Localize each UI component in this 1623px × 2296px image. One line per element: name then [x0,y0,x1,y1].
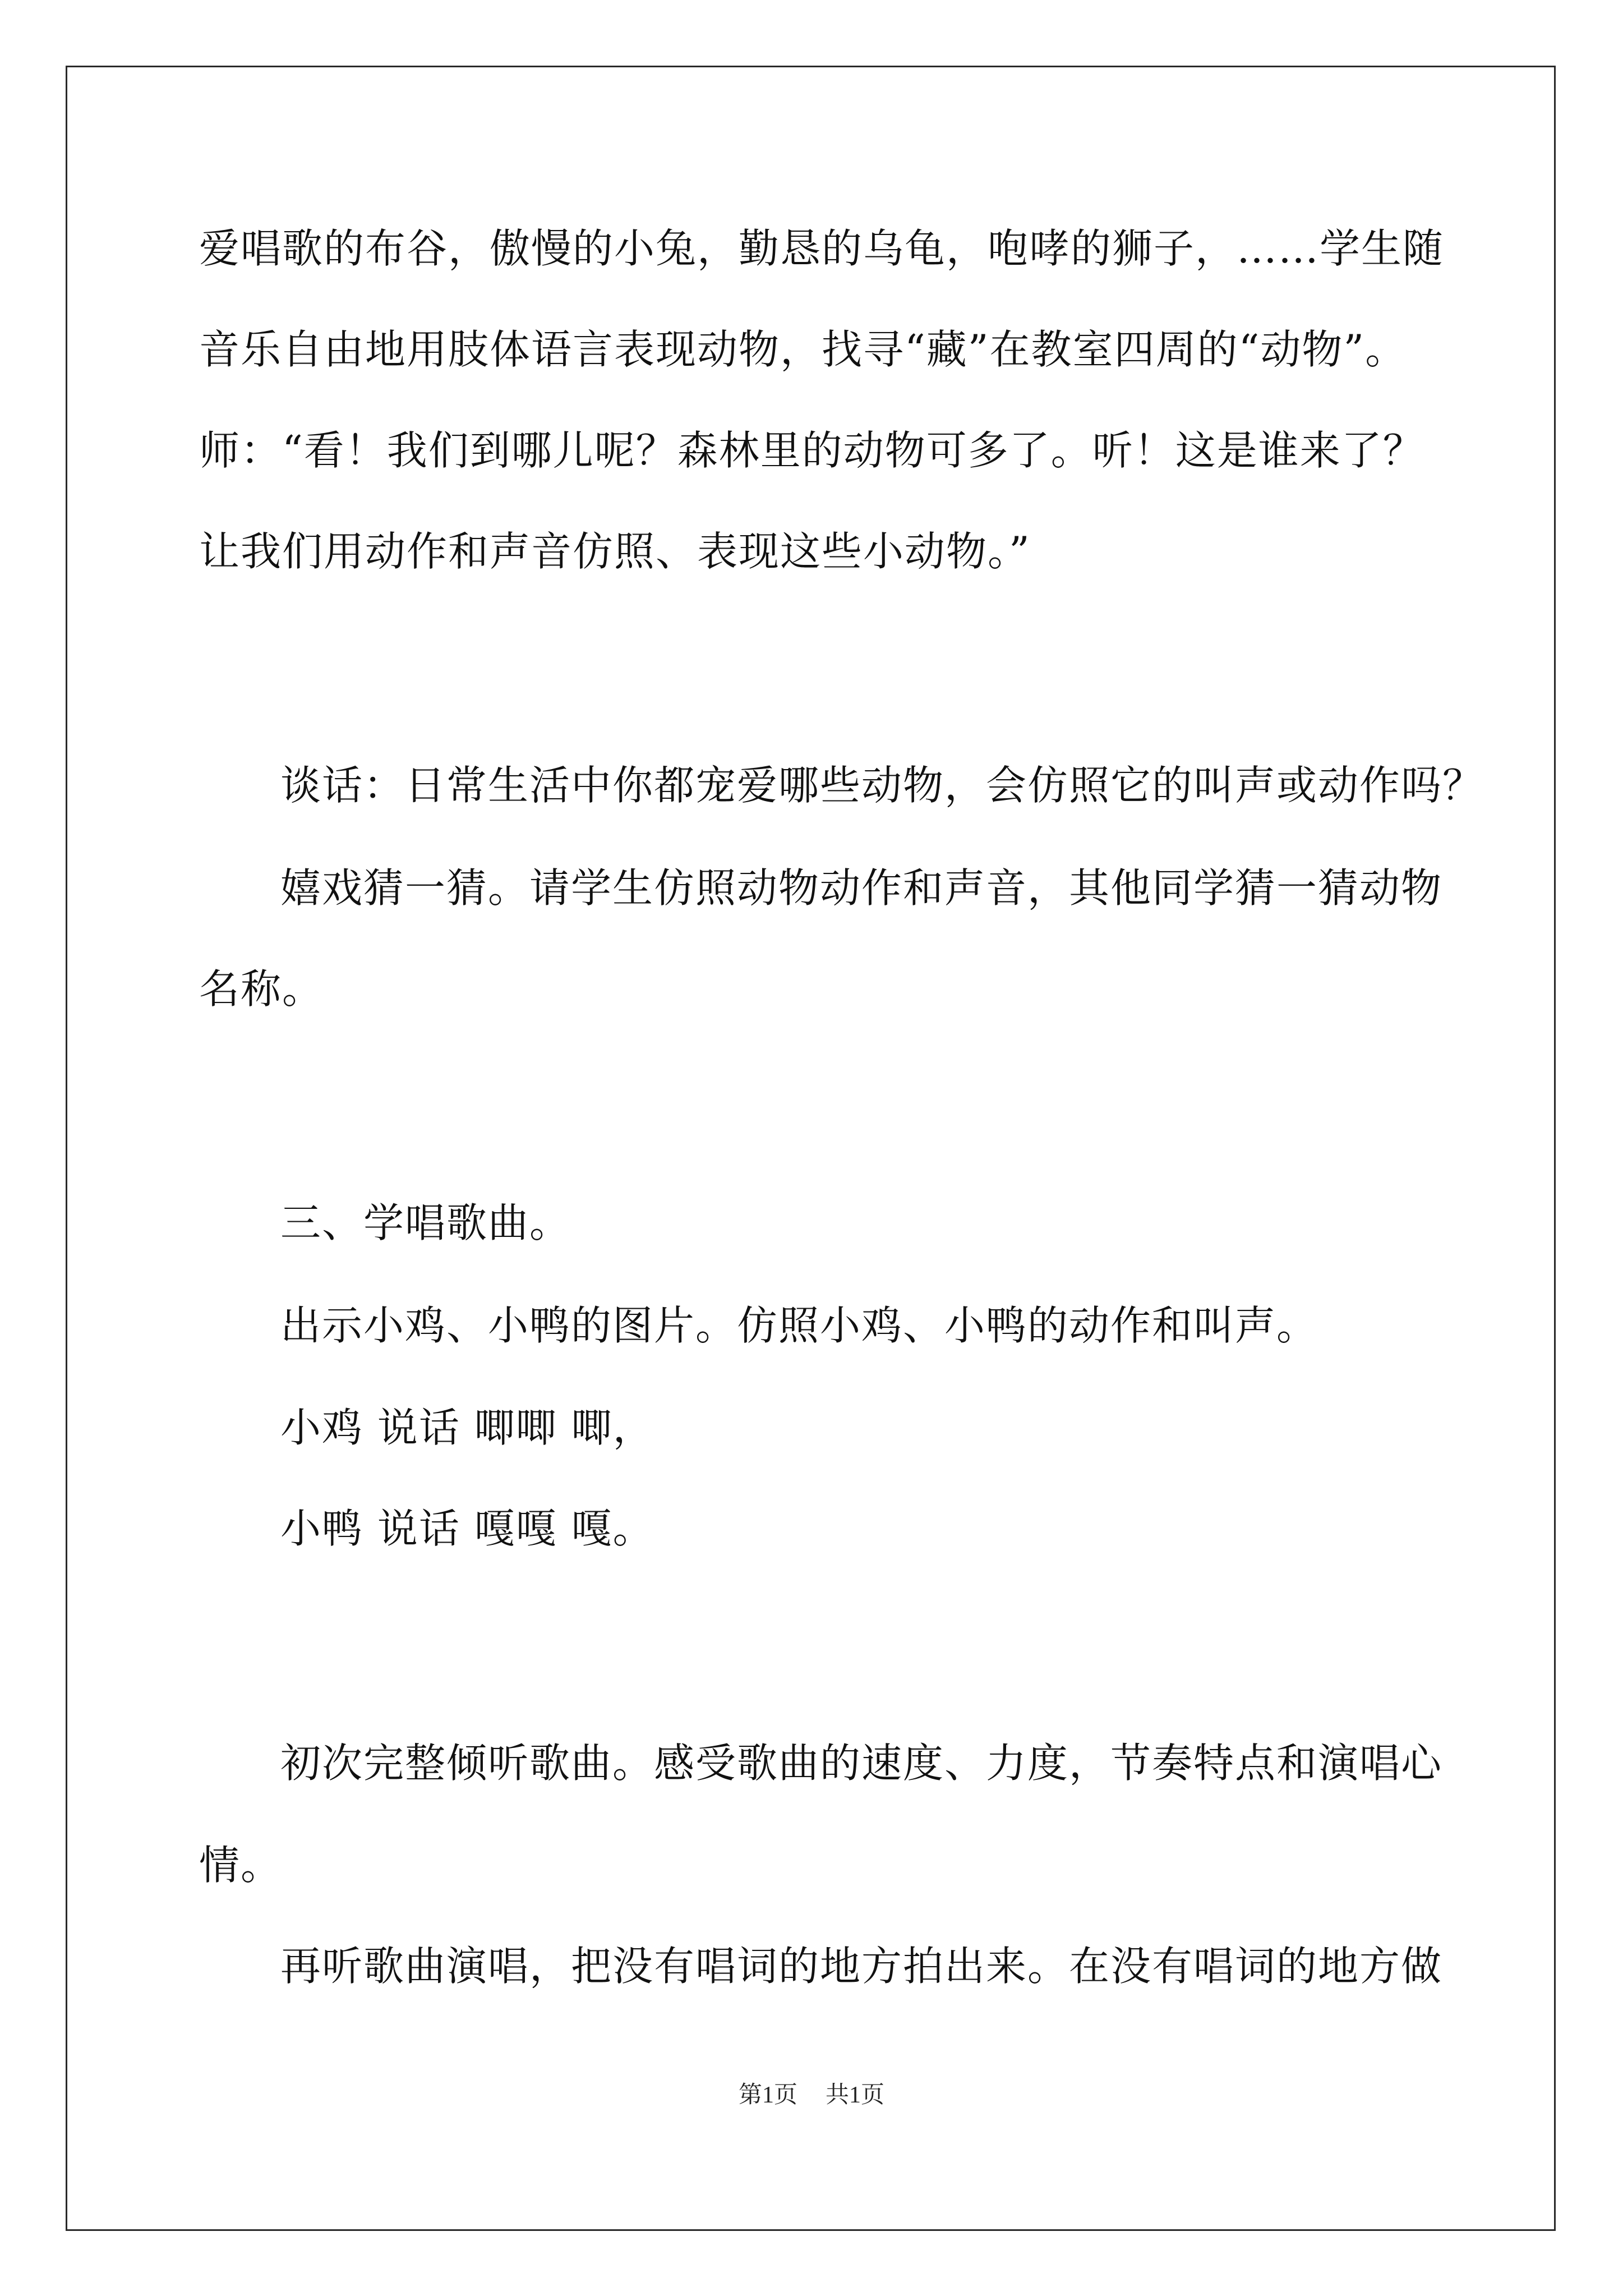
paragraph-1-line-3: 师：“看！我们到哪儿呢？森林里的动物可多了。听！这是谁来了？ [199,427,1424,474]
paragraph-1-line-4: 让我们用动作和声音仿照、表现这些小动物。” [199,528,1031,575]
paragraph-3-line-1: 嬉戏猜一猜。请学生仿照动物动作和声音，其他同学猜一猜动物 [280,864,1443,912]
paragraph-4-line-1: 出示小鸡、小鸭的图片。仿照小鸡、小鸭的动作和叫声。 [280,1302,1318,1349]
page-number-current: 第1页 [738,2082,797,2108]
page-border [66,66,1556,2231]
paragraph-5-line-2: 情。 [199,1842,283,1889]
lyric-line-2: 小鸭 说话 嘎嘎 嘎。 [280,1505,654,1552]
paragraph-1-line-1: 爱唱歌的布谷，傲慢的小兔，勤恳的乌龟，咆哮的狮子，……学生随 [199,225,1445,272]
paragraph-2-line-1: 谈话：日常生活中你都宠爱哪些动物，会仿照它的叫声或动作吗？ [280,762,1484,809]
paragraph-3-line-2: 名称。 [199,965,324,1013]
paragraph-5-line-1: 初次完整倾听歌曲。感受歌曲的速度、力度，节奏特点和演唱心 [280,1740,1443,1787]
section-heading: 三、学唱歌曲。 [280,1199,571,1246]
paragraph-6-line-1: 再听歌曲演唱，把没有唱词的地方拍出来。在没有唱词的地方做 [280,1943,1443,1990]
paragraph-1-line-2: 音乐自由地用肢体语言表现动物，找寻“藏”在教室四周的“动物”。 [199,326,1407,373]
page-footer [0,2080,1623,2110]
lyric-line-1: 小鸡 说话 唧唧 唧， [280,1404,654,1451]
page-number-total: 共1页 [826,2082,885,2108]
